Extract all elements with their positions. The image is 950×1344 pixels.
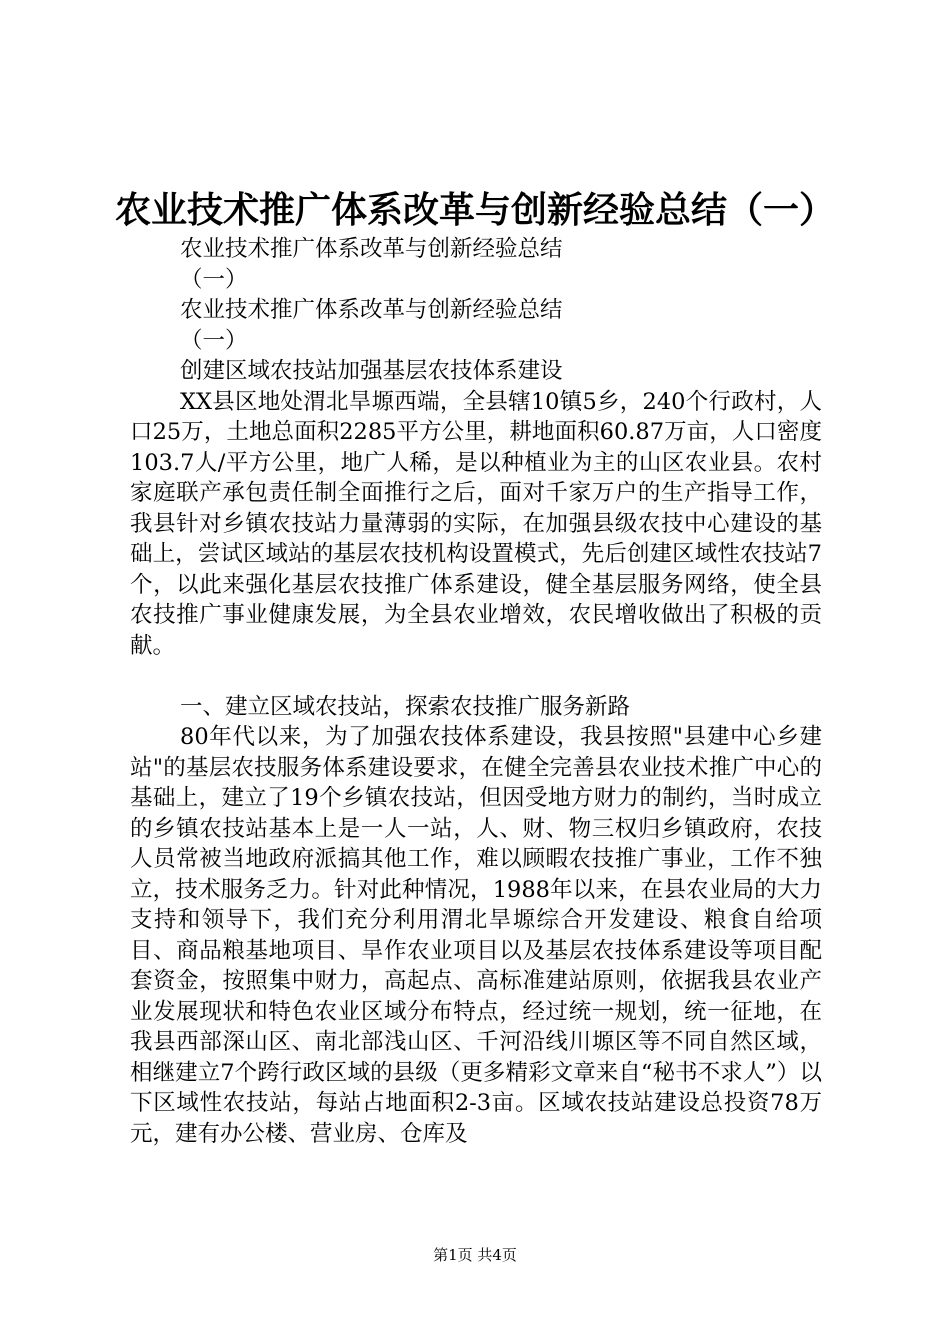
- paragraph: 80年代以来，为了加强农技体系建设，我县按照"县建中心乡建站"的基层农技服务体系建设要求，在健全完善县农业技术推广中心的基础上，建立了19个乡镇农技站，但因受地方财力的制约，当时成立的乡镇农技站基本上是一人一站，人、财、物三权归乡镇政府，农技人员常被当地政府派搞其他工作，难以顾暇农技推广事业，工作不独立，技术服务乏力。针对此种情况，1988年以来，在县农业局的大力支持和领导下，我们充分利用渭北旱塬综合开发建设、粮食自给项目、商品粮基地项目、旱作农业项目以及基层农技体系建设等项目配套资金，按照集中财力，高起点、高标准建站原则，依据我县农业产业发展现状和特色农业区域分布特点，经过统一规划，统一征地，在我县西部深山区、南北部浅山区、千河沿线川塬区等不同自然区域，相继建立7个跨行政区域的县级（更多精彩文章来自“秘书不求人”）以下区域性农技站，每站占地面积2-3亩。区域农技站建设总投资78万元，建有办公楼、营业房、仓库及: [130, 724, 822, 1147]
- section-heading: 一、建立区域农技站，探索农技推广服务新路: [180, 693, 631, 720]
- heading-line: 农业技术推广体系改革与创新经验总结: [180, 236, 563, 262]
- heading-line: 农业技术推广体系改革与创新经验总结: [180, 297, 563, 323]
- subtitle-line: 创建区域农技站加强基层农技体系建设: [180, 358, 563, 384]
- document-body: [130, 234, 822, 1149]
- paragraph: XX县区地处渭北旱塬西端，全县辖10镇5乡，240个行政村，人口25万，土地总面积2285平方公里，耕地面积60.87万亩，人口密度103.7人/平方公里，地广人稀，是以种植业为主的山区农业县。农村家庭联产承包责任制全面推行之后，面对千家万户的生产指导工作，我县针对乡镇农技站力量薄弱的实际，在加强县级农技中心建设的基础上，尝试区域站的基层农技机构设置模式，先后创建区域性农技站7个，以此来强化基层农技推广体系建设，健全基层服务网络，使全县农技推广事业健康发展，为全县农业增效，农民增收做出了积极的贡献。: [130, 388, 822, 659]
- paragraph-gap: [130, 661, 822, 692]
- document-title: 农业技术推广体系改革与创新经验总结（一）: [114, 189, 835, 231]
- page-footer: 第1页 共4页: [433, 1246, 517, 1264]
- heading-line: （一）: [180, 266, 248, 293]
- heading-line: （一）: [180, 327, 248, 354]
